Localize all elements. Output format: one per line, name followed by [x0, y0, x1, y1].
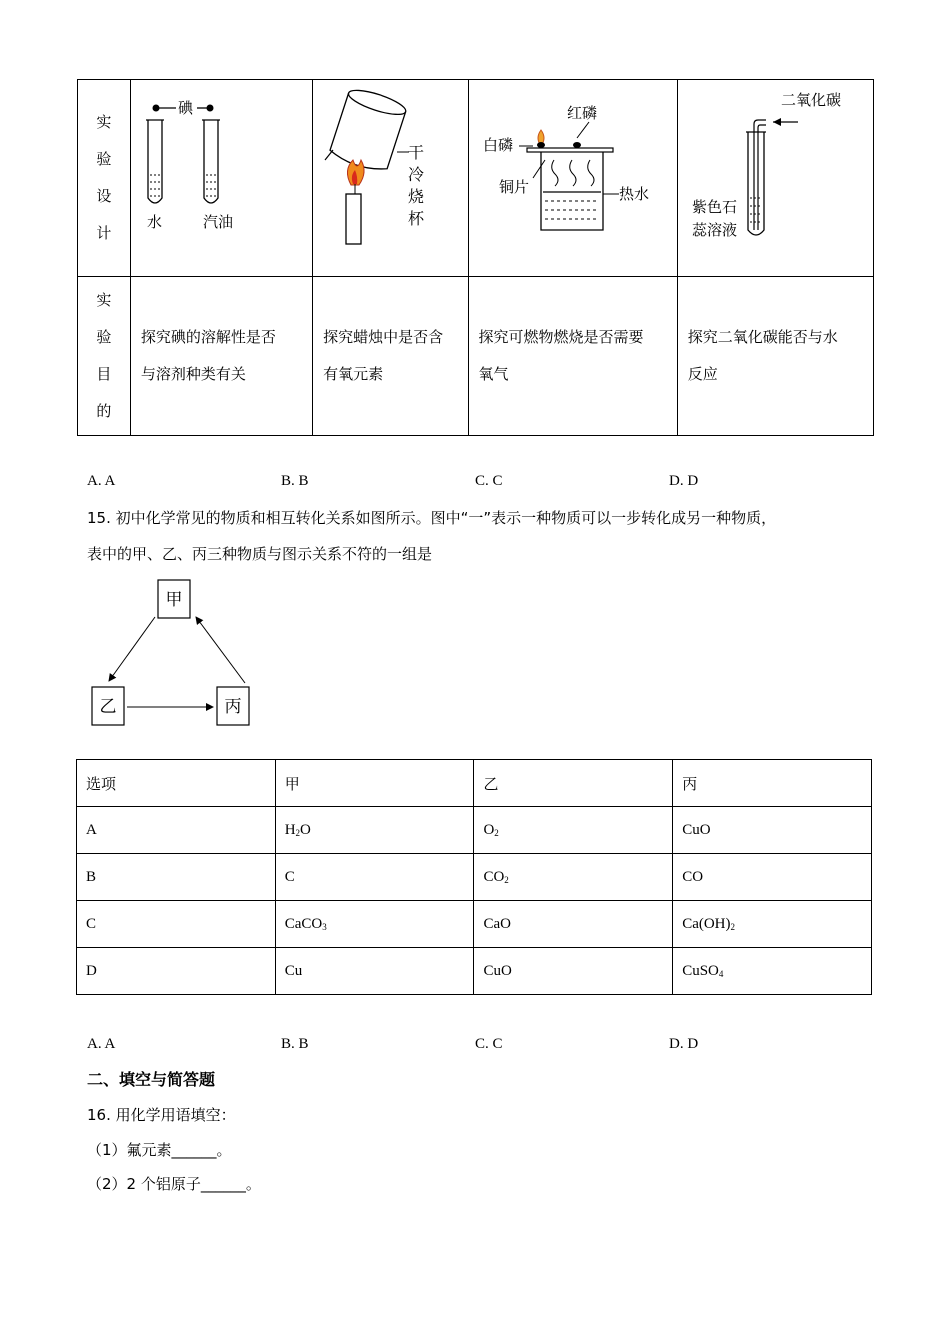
q16-text [87, 1104, 887, 1126]
phosphorus-copper-plate-figure [469, 80, 678, 275]
cell-jia: Cu [275, 948, 474, 995]
q14-option-b[interactable]: B. B [281, 473, 309, 489]
label-iodine: 碘 [177, 99, 193, 117]
label-petrol: 汽油 [202, 213, 233, 231]
label-litmus-1: 紫色石 [691, 198, 737, 216]
cell-bing: $Ca(OH)_2$ [673, 901, 872, 948]
q15-option-d[interactable]: D. D [669, 1036, 699, 1052]
label-burn: 烧 [408, 187, 425, 206]
q15-option-b[interactable]: B. B [281, 1036, 309, 1052]
cell-jia: CaCO$_3$ [275, 901, 474, 948]
table-row [77, 948, 872, 995]
candle-cold-beaker-figure [313, 80, 468, 275]
row-header-char: 验 [96, 150, 112, 168]
purpose-line: 氧气 [478, 365, 509, 383]
label-red-phosphorus: 红磷 [566, 104, 597, 122]
label-water: 水 [146, 213, 162, 231]
design-iodine-solubility [130, 80, 312, 277]
purpose-line: 探究二氧化碳能否与水 [687, 328, 838, 346]
q15-text-line2: 表中的甲、乙、丙三种物质与图示关系不符的一组是 [87, 545, 433, 563]
co2-litmus-figure [678, 80, 874, 275]
purpose-line: 探究碘的溶解性是否 [140, 328, 276, 346]
table-row [77, 901, 872, 948]
design-candle-oxygen [313, 80, 468, 277]
q15-text-line1: 初中化学常见的物质和相互转化关系如图所示。图中“一”表示一种物质可以一步转化成另一种物质， [115, 509, 777, 527]
row-header-char: 实 [96, 113, 112, 131]
purpose-a [130, 277, 312, 436]
arrow-jia-to-yi [109, 617, 155, 681]
row-header-char: 计 [96, 224, 112, 242]
cell-option: A [77, 807, 276, 854]
q14-option-a[interactable]: A. A [87, 473, 116, 489]
label-white-phosphorus: 白磷 [482, 136, 513, 154]
q15-text [87, 507, 887, 565]
label-cup: 杯 [408, 209, 425, 228]
cell-bing: CO [673, 854, 872, 901]
purpose-b [313, 277, 468, 436]
row-header-design [78, 80, 131, 277]
design-co2-water [677, 80, 873, 277]
header-bing: 丙 [673, 760, 872, 807]
label-copper-sheet: 铜片 [498, 178, 529, 196]
cell-yi: $CO_2$ [474, 854, 673, 901]
node-jia: 甲 [165, 590, 183, 610]
q15-option-c[interactable]: C. C [475, 1036, 503, 1052]
cell-bing: CuSO$_4$ [673, 948, 872, 995]
q14-option-d[interactable]: D. D [669, 473, 699, 489]
q16-item-2: （2）2 个铝原子______。 [87, 1175, 261, 1193]
node-yi: 乙 [99, 697, 117, 717]
label-dry: 干 [408, 143, 425, 162]
design-combustion-oxygen [468, 80, 677, 277]
arrow-bing-to-jia [196, 617, 245, 683]
q15-number: 15. [87, 509, 111, 527]
header-jia: 甲 [275, 760, 474, 807]
cell-jia: $H_2O$ [275, 807, 474, 854]
q14-option-c[interactable]: C. C [475, 473, 503, 489]
row-header-char: 验 [96, 328, 112, 346]
row-header-char: 目 [96, 365, 112, 383]
header-option: 选项 [77, 760, 276, 807]
cell-yi: CaO [474, 901, 673, 948]
cell-option: B [77, 854, 276, 901]
conversion-diagram [85, 577, 265, 733]
purpose-c [468, 277, 677, 436]
purpose-line: 探究蜡烛中是否含 [323, 328, 444, 346]
purpose-line: 探究可燃物燃烧是否需要 [478, 328, 644, 346]
purpose-line: 反应 [687, 365, 718, 383]
node-bing: 丙 [224, 697, 242, 717]
cell-option: C [77, 901, 276, 948]
label-co2: 二氧化碳 [780, 91, 841, 109]
table-header-row [77, 760, 872, 807]
q15-options [87, 1036, 867, 1058]
label-cold: 冷 [408, 165, 425, 184]
label-litmus-2: 蕊溶液 [691, 221, 737, 239]
cell-yi: $O_2$ [474, 807, 673, 854]
q14-options [87, 473, 867, 495]
section-title: 二、填空与简答题 [87, 1070, 216, 1089]
label-hot-water: 热水 [618, 185, 649, 203]
q16-prompt: 用化学用语填空： [115, 1106, 236, 1124]
cell-yi: CuO [474, 948, 673, 995]
row-header-purpose [78, 277, 131, 436]
iodine-test-tubes-figure [131, 80, 313, 275]
experiment-table [77, 79, 874, 436]
table-row [77, 854, 872, 901]
q16-item-1: （1）氟元素______。 [87, 1141, 232, 1159]
row-header-char: 的 [96, 402, 112, 420]
purpose-line: 与溶剂种类有关 [140, 365, 246, 383]
q16-number: 16. [87, 1106, 111, 1124]
header-yi: 乙 [474, 760, 673, 807]
purpose-d [677, 277, 873, 436]
row-header-char: 实 [96, 291, 112, 309]
cell-bing: CuO [673, 807, 872, 854]
row-header-char: 设 [96, 187, 112, 205]
purpose-line: 有氧元素 [323, 365, 384, 383]
table-row [77, 807, 872, 854]
cell-option: D [77, 948, 276, 995]
q15-option-a[interactable]: A. A [87, 1036, 116, 1052]
cell-jia: C [275, 854, 474, 901]
q15-options-table [76, 759, 872, 995]
